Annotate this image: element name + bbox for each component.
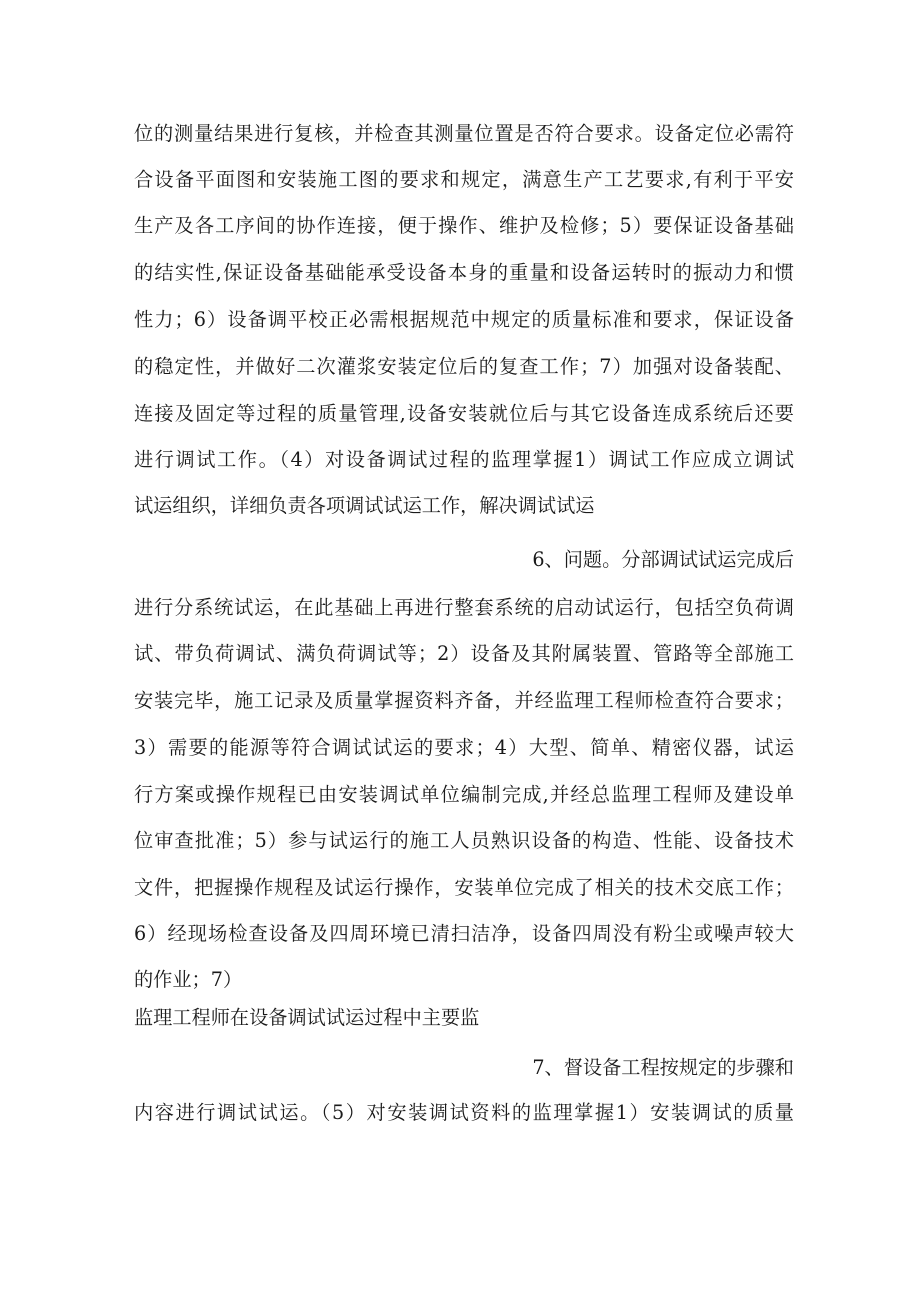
text-line: 的结实性,保证设备基础能承受设备本身的重量和设备运转时的振动力和惯	[134, 261, 794, 284]
text-line: 的稳定性，并做好二次灌浆安装定位后的复查工作；7）加强对设备装配、	[134, 355, 794, 378]
text-line: 监理工程师在设备调试试运过程中主要监	[134, 1006, 480, 1029]
section-heading-7: 7、督设备工程按规定的步骤和	[532, 1056, 794, 1079]
text-line: 6）经现场检查设备及四周环境已清扫洁净，设备四周没有粉尘或噪声较大	[134, 922, 794, 945]
text-line: 3）需要的能源等符合调试试运的要求；4）大型、简单、精密仪器，试运	[134, 736, 794, 759]
text-line: 进行调试工作。（4）对设备调试过程的监理掌握1）调试工作应成立调试	[134, 448, 794, 471]
text-line: 生产及各工序间的协作连接，便于操作、维护及检修；5）要保证设备基础	[134, 214, 794, 237]
section-heading-6: 6、问题。分部调试试运完成后	[532, 548, 794, 571]
text-line: 试运组织，详细负责各项调试试运工作，解决调试试运	[134, 494, 595, 517]
text-line: 内容进行调试试运。（5）对安装调试资料的监理掌握1）安装调试的质量	[134, 1101, 794, 1124]
text-line: 位的测量结果进行复核，并检查其测量位置是否符合要求。设备定位必需符	[134, 122, 794, 145]
text-line: 合设备平面图和安装施工图的要求和规定，满意生产工艺要求,有利于平安	[134, 168, 794, 191]
text-line: 试、带负荷调试、满负荷调试等；2）设备及其附属装置、管路等全部施工	[134, 642, 794, 665]
text-line: 连接及固定等过程的质量管理,设备安装就位后与其它设备连成系统后还要	[134, 402, 794, 425]
text-line: 安装完毕，施工记录及质量掌握资料齐备，并经监理工程师检查符合要求；	[134, 689, 794, 712]
text-line: 位审查批准；5）参与试运行的施工人员熟识设备的构造、性能、设备技术	[134, 829, 794, 852]
text-line: 进行分系统试运，在此基础上再进行整套系统的启动试运行，包括空负荷调	[134, 596, 794, 619]
text-line: 性力；6）设备调平校正必需根据规范中规定的质量标准和要求，保证设备	[134, 308, 794, 331]
text-line: 行方案或操作规程已由安装调试单位编制完成,并经总监理工程师及建设单	[134, 783, 794, 806]
text-line: 文件，把握操作规程及试运行操作，安装单位完成了相关的技术交底工作；	[134, 876, 794, 899]
text-line: 的作业；7）	[134, 968, 243, 991]
